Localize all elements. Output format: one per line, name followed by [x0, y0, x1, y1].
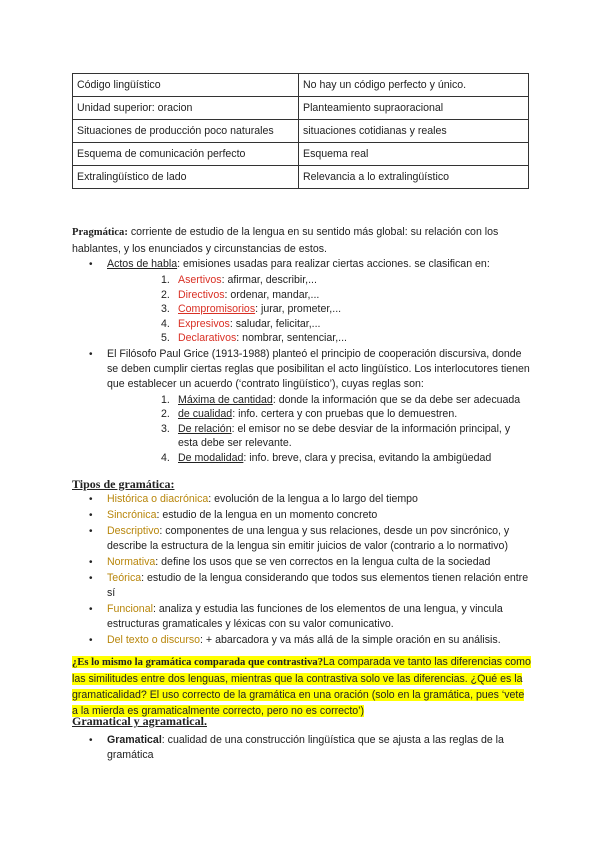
highlighted-text: ¿Es lo mismo la gramática comparada que contrastiva?La comparada ve tanto las diferencias como las similitudes entre dos lenguas, mientras que la contrastiva solo ve las diferencias. ¿Qué es la gramaticalidad? El uso correcto de la gramática en una oración (solo en la gramática, pues ‘vete a la mierda es gramaticalmente correcto, pero no es correcto’) [72, 656, 531, 717]
list-item: 1. Máxima de cantidad: donde la información que se da debe ser adecuada [161, 393, 521, 406]
tipos-list [72, 492, 532, 648]
highlighted-notes [72, 654, 532, 719]
list-item: • Descriptivo: componentes de una lengua y sus relaciones, desde un pov sincrónico, y describe la estructura de la lengua sin emitir juicios de valor (contrario a lo normativo) [72, 524, 532, 554]
table-cell: Situaciones de producción poco naturales [73, 120, 299, 143]
gramatical-section [72, 713, 532, 764]
list-item: 2. Directivos: ordenar, mandar,... [161, 288, 320, 301]
table-cell: Relevancia a lo extralingüístico [299, 166, 529, 189]
list-item: • Teórica: estudio de la lengua considerando que todos sus elementos tienen relación entre sí [72, 571, 532, 601]
table-cell: situaciones cotidianas y reales [299, 120, 529, 143]
pragmatica-section [72, 224, 532, 466]
list-item: 3. De relación: el emisor no se debe desviar de la información principal, y esta debe ser relevante. [161, 422, 511, 449]
table-cell: Extralingüístico de lado [73, 166, 299, 189]
list-item: 3. Compromisorios: jurar, prometer,... [161, 303, 342, 315]
list-item: • Gramatical: cualidad de una construcción lingüística que se ajusta a las reglas de la gramática [72, 733, 532, 763]
gramatical-heading: Gramatical y agramatical. [72, 714, 207, 728]
list-item: 5. Declarativos: nombrar, sentenciar,... [161, 332, 347, 344]
table-row [73, 120, 529, 143]
table-cell: Código lingüístico [73, 74, 299, 97]
list-item: • Normativa: define los usos que se ven correctos en la lengua culta de la sociedad [72, 555, 532, 570]
list-item: 2. de cualidad: info. certera y con pruebas que lo demuestren. [161, 408, 458, 420]
list-item: 1. Asertivos: afirmar, describir,... [161, 274, 317, 286]
list-item: 4. De modalidad: info. breve, clara y precisa, evitando la ambigüedad [161, 451, 492, 464]
gramatical-list [72, 733, 532, 763]
table-row [73, 143, 529, 166]
table-row [73, 97, 529, 120]
list-item: • Del texto o discurso: + abarcadora y va más allá de la simple oración en su análisis. [72, 633, 532, 648]
grice-list [107, 393, 532, 466]
list-item: • Actos de habla: emisiones usadas para realizar ciertas acciones. se clasifican en: 1. Asertivos: afirmar, describir,... 2. Directivos: ordenar, mandar,... 3. Compromisorios: jurar, prometer,... 4. Expresivos: saludar, felicitar,... 5. Declarativos: nombrar, sentenciar,... [72, 257, 532, 346]
table-row [73, 166, 529, 189]
table-cell: Esquema de comunicación perfecto [73, 143, 299, 166]
table-cell: Unidad superior: oracion [73, 97, 299, 120]
list-item: 4. Expresivos: saludar, felicitar,... [161, 317, 321, 330]
pragmatica-list [72, 257, 532, 465]
table-cell: Esquema real [299, 143, 529, 166]
actos-list [107, 273, 532, 346]
pragmatica-definition: Pragmática: corriente de estudio de la lengua en su sentido más global: su relación con los hablantes, y los enunciados y circunstancias de estos. [72, 226, 499, 255]
list-item: • Histórica o diacrónica: evolución de la lengua a lo largo del tiempo [72, 492, 532, 507]
table-row [73, 74, 529, 97]
pragmatica-term: Pragmática: [72, 227, 128, 238]
comparison-table [72, 73, 529, 189]
tipos-heading: Tipos de gramática: [72, 477, 175, 491]
tipos-section [72, 476, 532, 649]
list-item: • Sincrónica: estudio de la lengua en un momento concreto [72, 508, 532, 523]
table-cell: No hay un código perfecto y único. [299, 74, 529, 97]
list-item: • Funcional: analiza y estudia las funciones de los elementos de una lengua, y vincula estructuras gramaticales y léxicas con su valor comunicativo. [72, 602, 532, 632]
list-item: • El Filósofo Paul Grice (1913-1988) planteó el principio de cooperación discursiva, donde se deben cumplir ciertas reglas que posibilitan el acto lingüístico. Los interlocutores tienen que establecer un acuerdo (‘contrato lingüístico’), cuyas reglas son: 1. Máxima de cantidad: donde la información que se da debe ser adecuada 2. de cualidad: info. certera y con pruebas que lo demuestren. 3. De relación: el emisor no se debe desviar de la información principal, y esta debe ser relevante. 4. De modalidad: info. breve, clara y precisa, evitando la ambigüedad [72, 347, 532, 466]
table-cell: Planteamiento supraoracional [299, 97, 529, 120]
